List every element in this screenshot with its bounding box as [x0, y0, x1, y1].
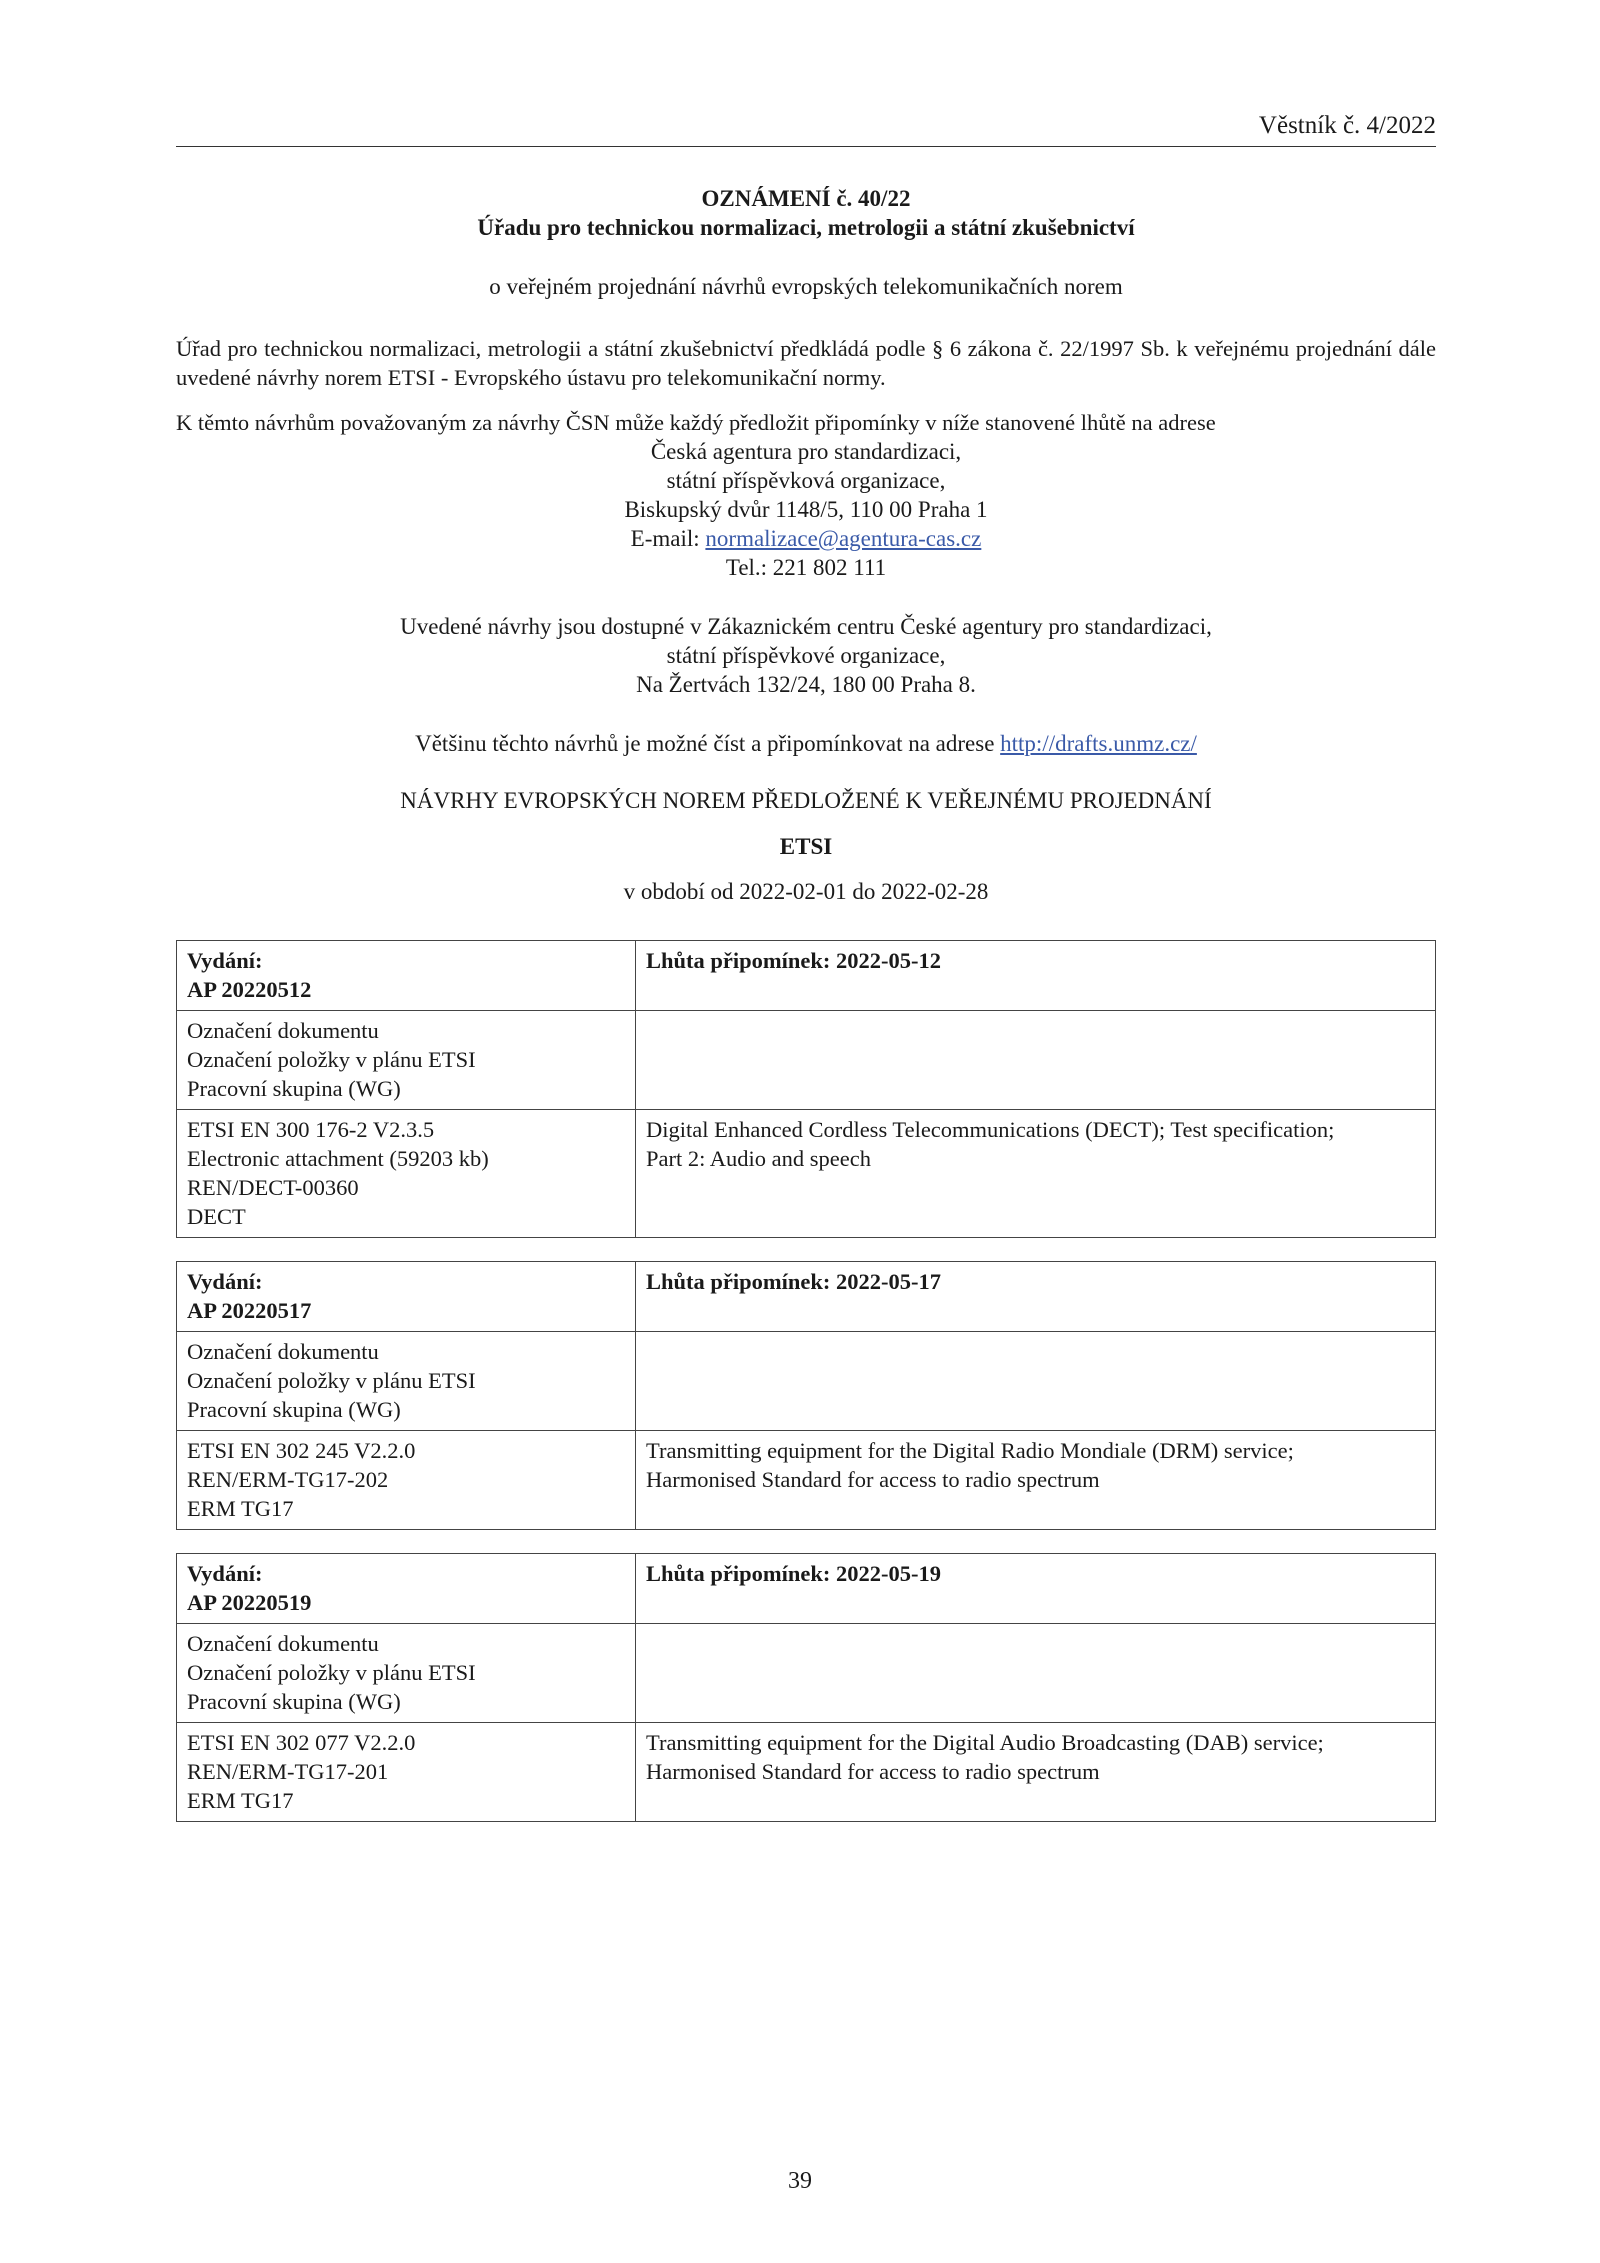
table-row	[177, 1011, 1436, 1110]
label-work-item: Označení položky v plánu ETSI	[187, 1047, 476, 1072]
table-row	[177, 1723, 1436, 1822]
section-heading: NÁVRHY EVROPSKÝCH NOREM PŘEDLOŽENÉ K VEŘEJNÉMU PROJEDNÁNÍ	[400, 788, 1212, 813]
telephone-line: Tel.: 221 802 111	[725, 555, 887, 580]
values-cell	[177, 1723, 636, 1822]
description-line: Transmitting equipment for the Digital Radio Mondiale (DRM) service;	[646, 1438, 1294, 1463]
standard-table	[176, 940, 1436, 1238]
label-work-item: Označení položky v plánu ETSI	[187, 1368, 476, 1393]
page-header	[176, 112, 1436, 147]
email-label: E-mail:	[630, 526, 706, 551]
bulletin-title: Věstník č. 4/2022	[1258, 112, 1436, 139]
description-line: Harmonised Standard for access to radio spectrum	[646, 1467, 1100, 1492]
table-row	[177, 1262, 1436, 1332]
issue-number: AP 20220517	[187, 1298, 312, 1323]
description-line: Harmonised Standard for access to radio spectrum	[646, 1759, 1100, 1784]
issue-cell	[177, 1262, 636, 1332]
issue-label: Vydání:	[187, 1561, 263, 1586]
issue-cell	[177, 941, 636, 1011]
issue-label: Vydání:	[187, 1269, 263, 1294]
issue-number: AP 20220512	[187, 977, 312, 1002]
standard-table	[176, 1553, 1436, 1822]
comments-paragraph: K těmto návrhům považovaným za návrhy ČSN může každý předložit připomínky v níže stanovené lhůtě na adrese	[176, 410, 1216, 435]
label-document-id: Označení dokumentu	[187, 1339, 379, 1364]
issue-cell	[177, 1554, 636, 1624]
empty-cell	[636, 1011, 1436, 1110]
table-row	[177, 1554, 1436, 1624]
work-item: REN/ERM-TG17-201	[187, 1759, 389, 1784]
description-line: Transmitting equipment for the Digital Audio Broadcasting (DAB) service;	[646, 1730, 1324, 1755]
label-work-item: Označení položky v plánu ETSI	[187, 1660, 476, 1685]
work-item: REN/ERM-TG17-202	[187, 1467, 389, 1492]
electronic-attachment: Electronic attachment (59203 kb)	[187, 1146, 489, 1171]
field-labels-cell	[177, 1624, 636, 1723]
label-document-id: Označení dokumentu	[187, 1631, 379, 1656]
email-link[interactable]: normalizace@agentura-cas.cz	[705, 526, 982, 551]
working-group: ERM TG17	[187, 1496, 294, 1521]
availability-line-2: státní příspěvkové organizace,	[666, 643, 946, 668]
address-line-3: Biskupský dvůr 1148/5, 110 00 Praha 1	[624, 497, 988, 522]
issue-number: AP 20220519	[187, 1590, 312, 1615]
deadline-cell: Lhůta připomínek: 2022-05-19	[636, 1554, 1436, 1624]
table-row	[177, 1624, 1436, 1723]
table-row	[177, 941, 1436, 1011]
empty-cell	[636, 1332, 1436, 1431]
values-cell	[177, 1431, 636, 1530]
standard-table	[176, 1261, 1436, 1530]
field-labels-cell	[177, 1332, 636, 1431]
empty-cell	[636, 1624, 1436, 1723]
page-number: 39	[788, 2168, 812, 2194]
description-cell	[636, 1723, 1436, 1822]
label-document-id: Označení dokumentu	[187, 1018, 379, 1043]
table-row	[177, 1110, 1436, 1238]
intro-paragraph: Úřad pro technickou normalizaci, metrologii a státní zkušebnictví předkládá podle § 6 zákona č. 22/1997 Sb. k veřejnému projednání dále uvedené návrhy norem ETSI - Evropského ústavu pro telekomunikační normy.	[176, 336, 1436, 390]
address-line-1: Česká agentura pro standardizaci,	[650, 439, 962, 464]
document-id: ETSI EN 300 176-2 V2.3.5	[187, 1117, 435, 1142]
availability-line-1: Uvedené návrhy jsou dostupné v Zákaznickém centru České agentury pro standardizaci,	[400, 614, 1212, 639]
label-working-group: Pracovní skupina (WG)	[187, 1397, 401, 1422]
work-item: REN/DECT-00360	[187, 1175, 359, 1200]
values-cell	[177, 1110, 636, 1238]
working-group: DECT	[187, 1204, 246, 1229]
label-working-group: Pracovní skupina (WG)	[187, 1076, 401, 1101]
table-row	[177, 1431, 1436, 1530]
notice-authority: Úřadu pro technickou normalizaci, metrologii a státní zkušebnictví	[477, 215, 1135, 240]
description-cell	[636, 1110, 1436, 1238]
description-line: Digital Enhanced Cordless Telecommunications (DECT); Test specification;	[646, 1117, 1335, 1142]
drafts-link[interactable]: http://drafts.unmz.cz/	[1000, 731, 1197, 756]
address-line-2: státní příspěvková organizace,	[666, 468, 946, 493]
description-cell	[636, 1431, 1436, 1530]
deadline-cell: Lhůta připomínek: 2022-05-17	[636, 1262, 1436, 1332]
document-id: ETSI EN 302 245 V2.2.0	[187, 1438, 416, 1463]
table-row	[177, 1332, 1436, 1431]
online-line	[176, 729, 1436, 758]
email-line	[176, 524, 1436, 553]
issue-label: Vydání:	[187, 948, 263, 973]
section-period: v období od 2022-02-01 do 2022-02-28	[623, 879, 989, 904]
notice-subject: o veřejném projednání návrhů evropských telekomunikačních norem	[489, 274, 1123, 299]
availability-line-3: Na Žertvách 132/24, 180 00 Praha 8.	[636, 672, 976, 697]
description-line: Part 2: Audio and speech	[646, 1146, 871, 1171]
notice-title: OZNÁMENÍ č. 40/22	[701, 186, 911, 211]
online-text: Většinu těchto návrhů je možné číst a připomínkovat na adrese	[415, 731, 1001, 756]
label-working-group: Pracovní skupina (WG)	[187, 1689, 401, 1714]
deadline-cell: Lhůta připomínek: 2022-05-12	[636, 941, 1436, 1011]
document-id: ETSI EN 302 077 V2.2.0	[187, 1730, 416, 1755]
working-group: ERM TG17	[187, 1788, 294, 1813]
section-org: ETSI	[779, 834, 833, 859]
field-labels-cell	[177, 1011, 636, 1110]
